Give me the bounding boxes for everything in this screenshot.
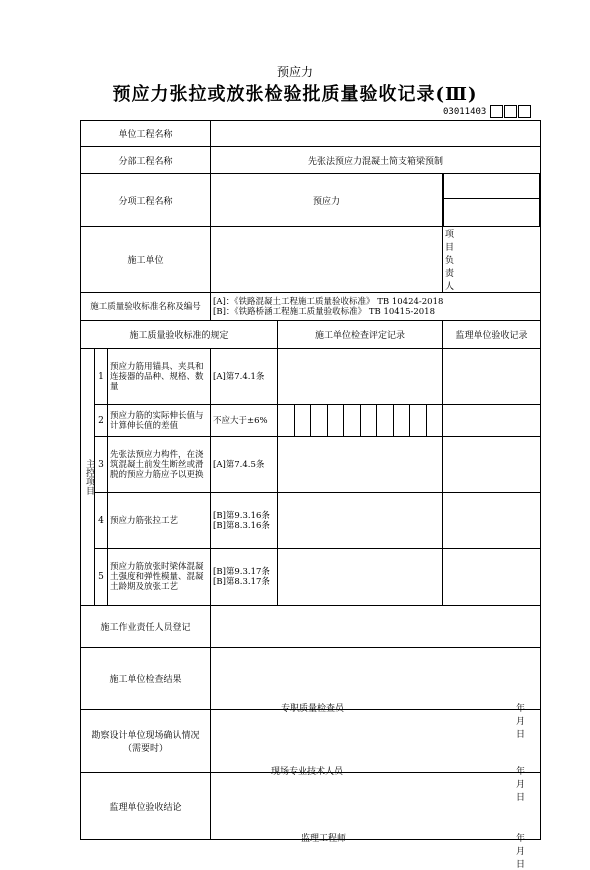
supervisor-date: 年月日 xyxy=(516,834,526,870)
supervisor-cell[interactable] xyxy=(211,773,541,870)
table-row xyxy=(81,549,541,606)
item-no: 4 xyxy=(95,493,108,549)
row-contractor-result xyxy=(81,648,541,710)
item-supervisor-cell[interactable] xyxy=(443,437,541,493)
subdivision-value[interactable]: 预应力 xyxy=(211,174,443,227)
table-row xyxy=(81,437,541,493)
item-check-cell[interactable] xyxy=(278,349,443,405)
acceptance-part-value[interactable] xyxy=(443,173,540,199)
project-lead-value[interactable] xyxy=(443,199,540,227)
row-standard xyxy=(81,293,541,321)
unit-project-value[interactable] xyxy=(211,121,541,147)
row-design-confirm xyxy=(81,710,541,773)
inspection-form-table xyxy=(80,120,541,870)
item-text: 预应力筋的实际伸长值与计算伸长值的差值 xyxy=(108,405,211,437)
col-supervisor-record-header: 监理单位验收记录 xyxy=(443,321,541,349)
contractor-result-label: 施工单位检查结果 xyxy=(81,648,211,710)
item-check-grid[interactable] xyxy=(278,405,443,437)
row-division xyxy=(81,147,541,174)
item-check-cell[interactable] xyxy=(278,549,443,606)
item-supervisor-cell[interactable] xyxy=(443,349,541,405)
item-supervisor-cell[interactable] xyxy=(443,493,541,549)
item-ref: [A]第7.4.1条 xyxy=(211,349,278,405)
page-subtitle: 预应力 xyxy=(276,65,313,79)
subdivision-label: 分项工程名称 xyxy=(81,174,211,227)
item-text: 预应力筋张拉工艺 xyxy=(108,493,211,549)
contractor-result-cell[interactable] xyxy=(211,648,541,740)
design-cell[interactable] xyxy=(211,710,541,803)
contractor-label: 施工单位 xyxy=(81,227,211,293)
standard-label: 施工质量验收标准名称及编号 xyxy=(81,293,211,321)
row-unit-project xyxy=(81,121,541,147)
design-date: 年月日 xyxy=(516,767,526,803)
code-box-3[interactable] xyxy=(518,105,531,118)
item-no: 3 xyxy=(95,437,108,493)
row-staff-register xyxy=(81,606,541,648)
staff-value[interactable] xyxy=(211,606,541,648)
item-ref: 不应大于±6% xyxy=(211,405,278,437)
design-signer: 现场专业技术人员 xyxy=(271,767,344,777)
standard-b: [B]：《铁路桥涵工程施工质量验收标准》 TB 10415-2018 xyxy=(213,306,435,317)
form-code xyxy=(443,104,531,119)
item-ref: [B]第9.3.16条 [B]第8.3.16条 xyxy=(211,493,278,549)
design-label: 勘察设计单位现场确认情况（需要时） xyxy=(81,710,211,773)
staff-label: 施工作业责任人员登记 xyxy=(81,606,211,648)
code-box-2[interactable] xyxy=(504,105,517,118)
standard-a: [A]：《铁路混凝土工程施工质量验收标准》 TB 10424-2018 xyxy=(213,296,444,307)
supervisor-signer: 监理工程师 xyxy=(301,834,347,844)
page-title: 预应力张拉或放张检验批质量验收记录(Ⅲ) xyxy=(112,84,478,105)
division-label: 分部工程名称 xyxy=(81,147,211,174)
col-contractor-check-header: 施工单位检查评定记录 xyxy=(278,321,443,349)
contractor-date: 年月日 xyxy=(516,704,526,740)
item-supervisor-cell[interactable] xyxy=(443,549,541,606)
item-ref: [B]第9.3.17条 [B]第8.3.17条 xyxy=(211,549,278,606)
item-supervisor-cell[interactable] xyxy=(443,405,541,437)
col-spec-header: 施工质量验收标准的规定 xyxy=(81,321,278,349)
code-box-1[interactable] xyxy=(490,105,503,118)
project-lead-label: 项目负责人 xyxy=(443,227,541,293)
contractor-value[interactable] xyxy=(211,227,443,293)
supervisor-label: 监理单位验收结论 xyxy=(81,773,211,840)
unit-project-label: 单位工程名称 xyxy=(81,121,211,147)
item-no: 5 xyxy=(95,549,108,606)
item-text: 先张法预应力构件，在浇筑混凝土前发生断丝或滑脱的预应力筋应予以更换 xyxy=(108,437,211,493)
item-text: 预应力筋放张时梁体混凝土强度和弹性模量、混凝土龄期及放张工艺 xyxy=(108,549,211,606)
row-contractor xyxy=(81,227,541,293)
table-row xyxy=(81,493,541,549)
contractor-signer: 专职质量检查员 xyxy=(281,704,345,714)
row-column-headers xyxy=(81,321,541,349)
main-items-label: 主控项目 xyxy=(84,459,94,495)
item-check-cell[interactable] xyxy=(278,437,443,493)
division-value[interactable]: 先张法预应力混凝土简支箱梁预制 xyxy=(211,147,541,174)
form-code-text: 03011403 xyxy=(443,106,487,117)
item-text: 预应力筋用锚具、夹具和连接器的品种、规格、数量 xyxy=(108,349,211,405)
table-row xyxy=(81,405,541,437)
item-ref: [A]第7.4.5条 xyxy=(211,437,278,493)
item-no: 1 xyxy=(95,349,108,405)
row-supervisor-conclusion xyxy=(81,773,541,840)
item-no: 2 xyxy=(95,405,108,437)
main-items-label-cell xyxy=(81,349,95,606)
standard-refs xyxy=(211,293,541,321)
item-check-cell[interactable] xyxy=(278,493,443,549)
table-row xyxy=(81,349,541,405)
